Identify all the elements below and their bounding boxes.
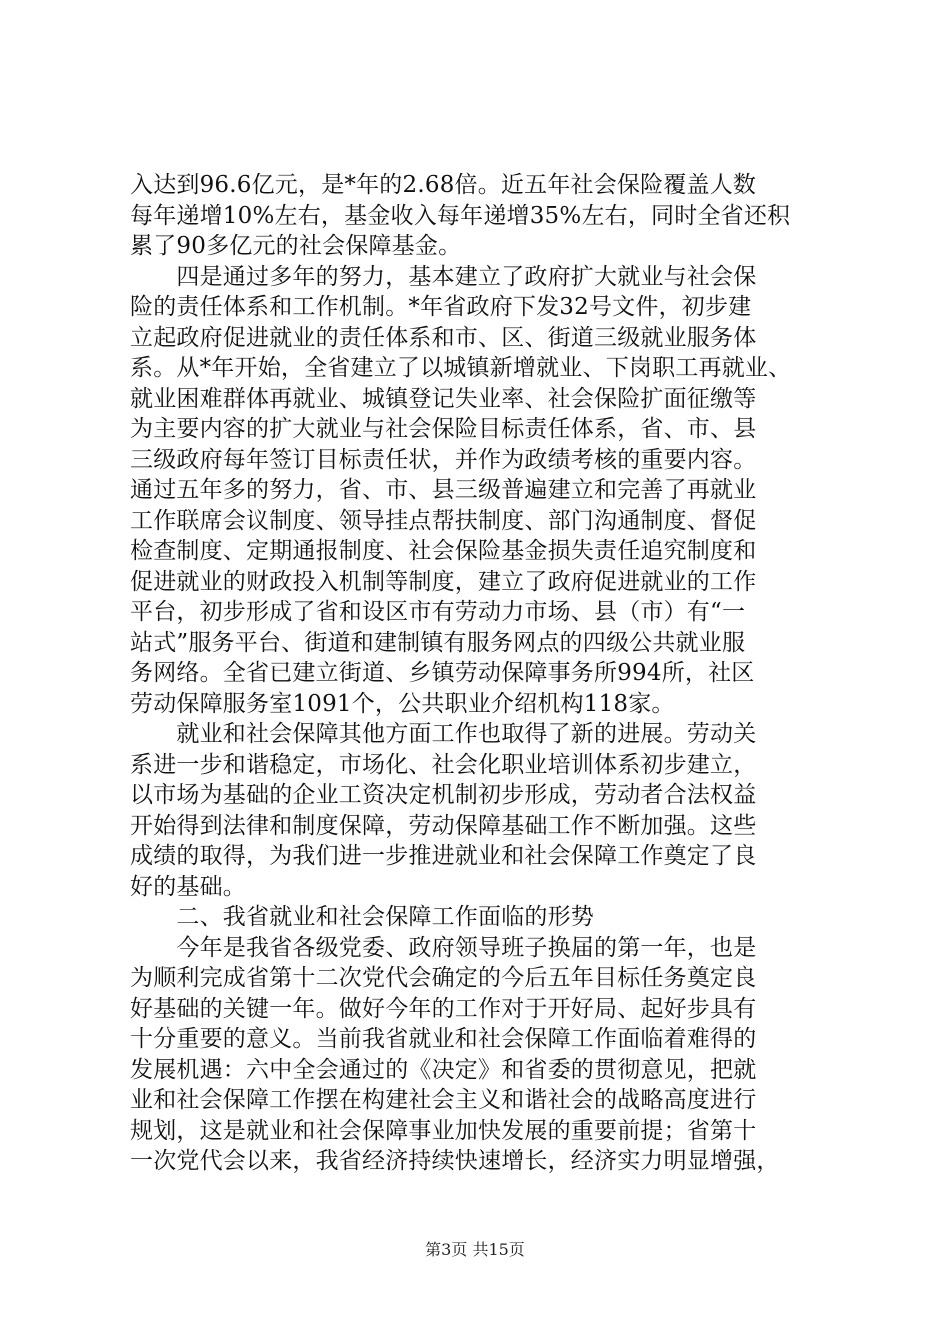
text-line: 险的责任体系和工作机制。*年省政府下发32号文件，初步建: [130, 294, 752, 320]
text-line: 为顺利完成省第十二次党代会确定的今后五年目标任务奠定良: [130, 965, 757, 991]
document-body: [130, 170, 820, 1177]
text-line: 系进一步和谐稳定，市场化、社会化职业培训体系初步建立，: [130, 751, 757, 778]
text-line: 规划，这是就业和社会保障事业加快发展的重要前提；省第十: [130, 1117, 757, 1144]
text-line: 就业困难群体再就业、城镇登记失业率、社会保险扩面征缴等: [130, 385, 757, 412]
text-line: 站式”服务平台、街道和建制镇有服务网点的四级公共就业服: [130, 629, 746, 656]
text-line: 每年递增10%左右，基金收入每年递增35%左右，同时全省还积: [130, 202, 791, 229]
text-line: 以市场为基础的企业工资决定机制初步形成，劳动者合法权益: [130, 782, 757, 808]
text-line: 一次党代会以来，我省经济持续快速增长，经济实力明显增强，: [130, 1148, 780, 1174]
text-line: 十分重要的意义。当前我省就业和社会保障工作面临着难得的: [130, 1026, 757, 1052]
text-line: 三级政府每年签订目标责任状，并作为政绩考核的重要内容。: [130, 446, 757, 473]
text-line: 务网络。全省已建立街道、乡镇劳动保障事务所994所，社区: [130, 660, 755, 686]
text-line: 累了90多亿元的社会保障基金。: [130, 233, 462, 259]
text-line: 今年是我省各级党委、政府领导班子换届的第一年，也是: [130, 934, 757, 961]
text-line: 平台，初步形成了省和设区市有劳动力市场、县（市）有“一: [130, 599, 746, 625]
text-line: 就业和社会保障其他方面工作也取得了新的进展。劳动关: [130, 721, 757, 747]
text-line: 入达到96.6亿元，是*年的2.68倍。近五年社会保险覆盖人数: [130, 172, 757, 198]
text-line: 成绩的取得，为我们进一步推进就业和社会保障工作奠定了良: [130, 843, 757, 869]
text-line: 系。从*年开始，全省建立了以城镇新增就业、下岗职工再就业、: [130, 355, 792, 381]
text-line: 立起政府促进就业的责任体系和市、区、街道三级就业服务体: [130, 324, 757, 351]
page-number-label: 第3页 共15页: [425, 1240, 525, 1259]
text-line: 通过五年多的努力，省、市、县三级普遍建立和完善了再就业: [130, 477, 757, 503]
page-footer: [0, 1240, 950, 1260]
text-line: 促进就业的财政投入机制等制度，建立了政府促进就业的工作: [130, 568, 757, 595]
text-line: 四是通过多年的努力，基本建立了政府扩大就业与社会保: [130, 263, 757, 290]
text-line: 业和社会保障工作摆在构建社会主义和谐社会的战略高度进行: [130, 1087, 757, 1113]
text-line: 好基础的关键一年。做好今年的工作对于开好局、起好步具有: [130, 995, 757, 1022]
text-line: 好的基础。: [130, 873, 246, 900]
section-heading: 二、我省就业和社会保障工作面临的形势: [130, 904, 594, 930]
text-line: 工作联席会议制度、领导挂点帮扶制度、部门沟通制度、督促: [130, 507, 757, 534]
text-line: 为主要内容的扩大就业与社会保险目标责任体系，省、市、县: [130, 416, 757, 442]
text-line: 检查制度、定期通报制度、社会保险基金损失责任追究制度和: [130, 538, 757, 564]
text-line: 劳动保障服务室1091个，公共职业介绍机构118家。: [130, 690, 675, 717]
text-line: 发展机遇：六中全会通过的《决定》和省委的贯彻意见，把就: [130, 1056, 757, 1083]
text-line: 开始得到法律和制度保障，劳动保障基础工作不断加强。这些: [130, 812, 757, 839]
